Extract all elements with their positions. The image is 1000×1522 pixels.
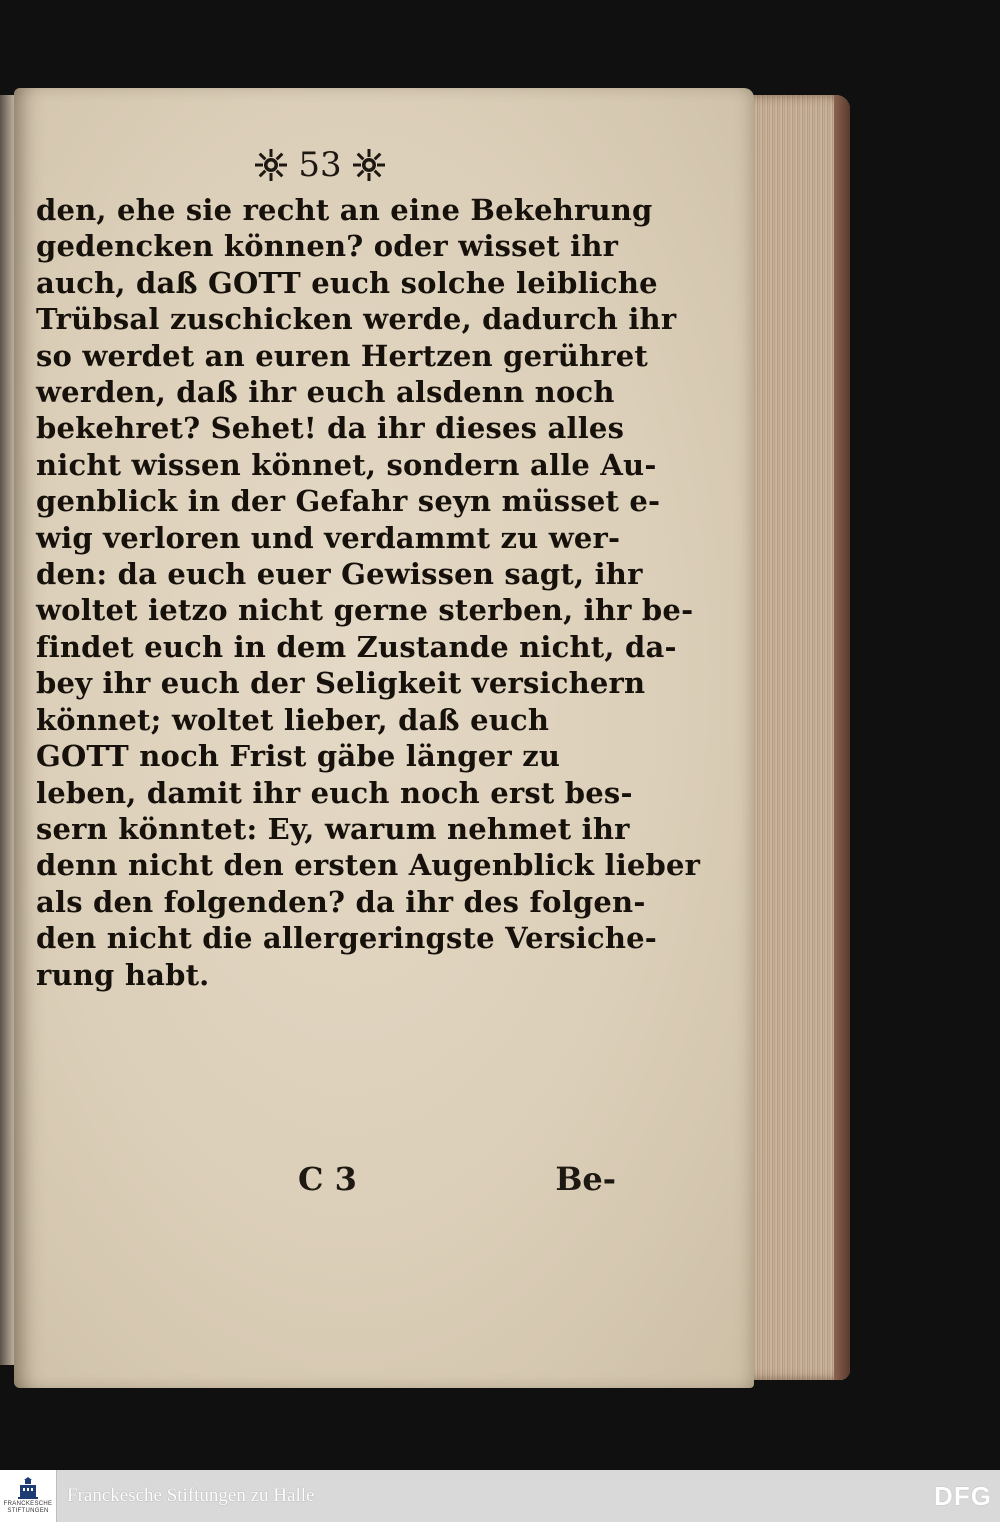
page-footer-marks [36, 1160, 616, 1200]
text-line: Trübsal zuschicken werde, dadurch ihr [36, 302, 677, 337]
text-line: rung habt. [36, 957, 210, 992]
signature-mark: C 3 [298, 1160, 357, 1198]
text-line: den, ehe sie recht an eine Bekehrung [36, 193, 653, 227]
viewer-footer-bar [0, 1470, 1000, 1522]
text-line: den nicht die allergeringste Versiche- [36, 921, 658, 956]
text-line: gedencken können? oder wisset ihr [36, 229, 619, 264]
text-line: findet euch in dem Zustande nicht, da- [36, 629, 677, 664]
text-line: werden, daß ihr euch alsdenn noch [36, 375, 615, 410]
dfg-logo[interactable]: DFG [934, 1480, 992, 1511]
text-line: als den folgenden? da ihr des folgen- [36, 884, 646, 919]
logo-text: FRANCKESCHE STIFTUNGEN [3, 1501, 53, 1514]
text-line: woltet ietzo nicht gerne sterben, ihr be- [36, 593, 694, 628]
text-line: bekehret? Sehet! da ihr dieses alles [36, 411, 625, 446]
text-line: bey ihr euch der Seligkeit versichern [36, 666, 646, 701]
text-line: wig verloren und verdammt zu wer- [36, 520, 621, 555]
text-line: denn nicht den ersten Augenblick lieber [36, 848, 701, 883]
text-line: GOTT noch Frist gäbe länger zu [36, 739, 561, 774]
text-line: genblick in der Gefahr seyn müsset e- [36, 484, 661, 519]
text-line: könnet; woltet lieber, daß euch [36, 702, 550, 737]
sun-ornament-icon [254, 148, 288, 182]
page-number: 53 [298, 145, 342, 185]
page-body-text [36, 192, 701, 993]
text-line: den: da euch euer Gewissen sagt, ihr [36, 557, 643, 592]
text-line: auch, daß GOTT euch solche leibliche [36, 265, 658, 300]
sun-ornament-icon [352, 148, 386, 182]
text-line: nicht wissen könnet, sondern alle Au- [36, 447, 657, 482]
catchword: Be- [555, 1160, 616, 1198]
text-line: sern könntet: Ey, warum nehmet ihr [36, 811, 630, 846]
franckesche-logo[interactable] [0, 1470, 57, 1522]
text-line: so werdet an euren Hertzen gerühret [36, 338, 649, 373]
book-fore-edge [738, 95, 850, 1380]
page-header [240, 140, 400, 190]
text-line: leben, damit ihr euch noch erst bes- [36, 775, 633, 810]
institution-name[interactable]: Franckesche Stiftungen zu Halle [67, 1485, 315, 1506]
building-logo-icon [17, 1477, 39, 1501]
